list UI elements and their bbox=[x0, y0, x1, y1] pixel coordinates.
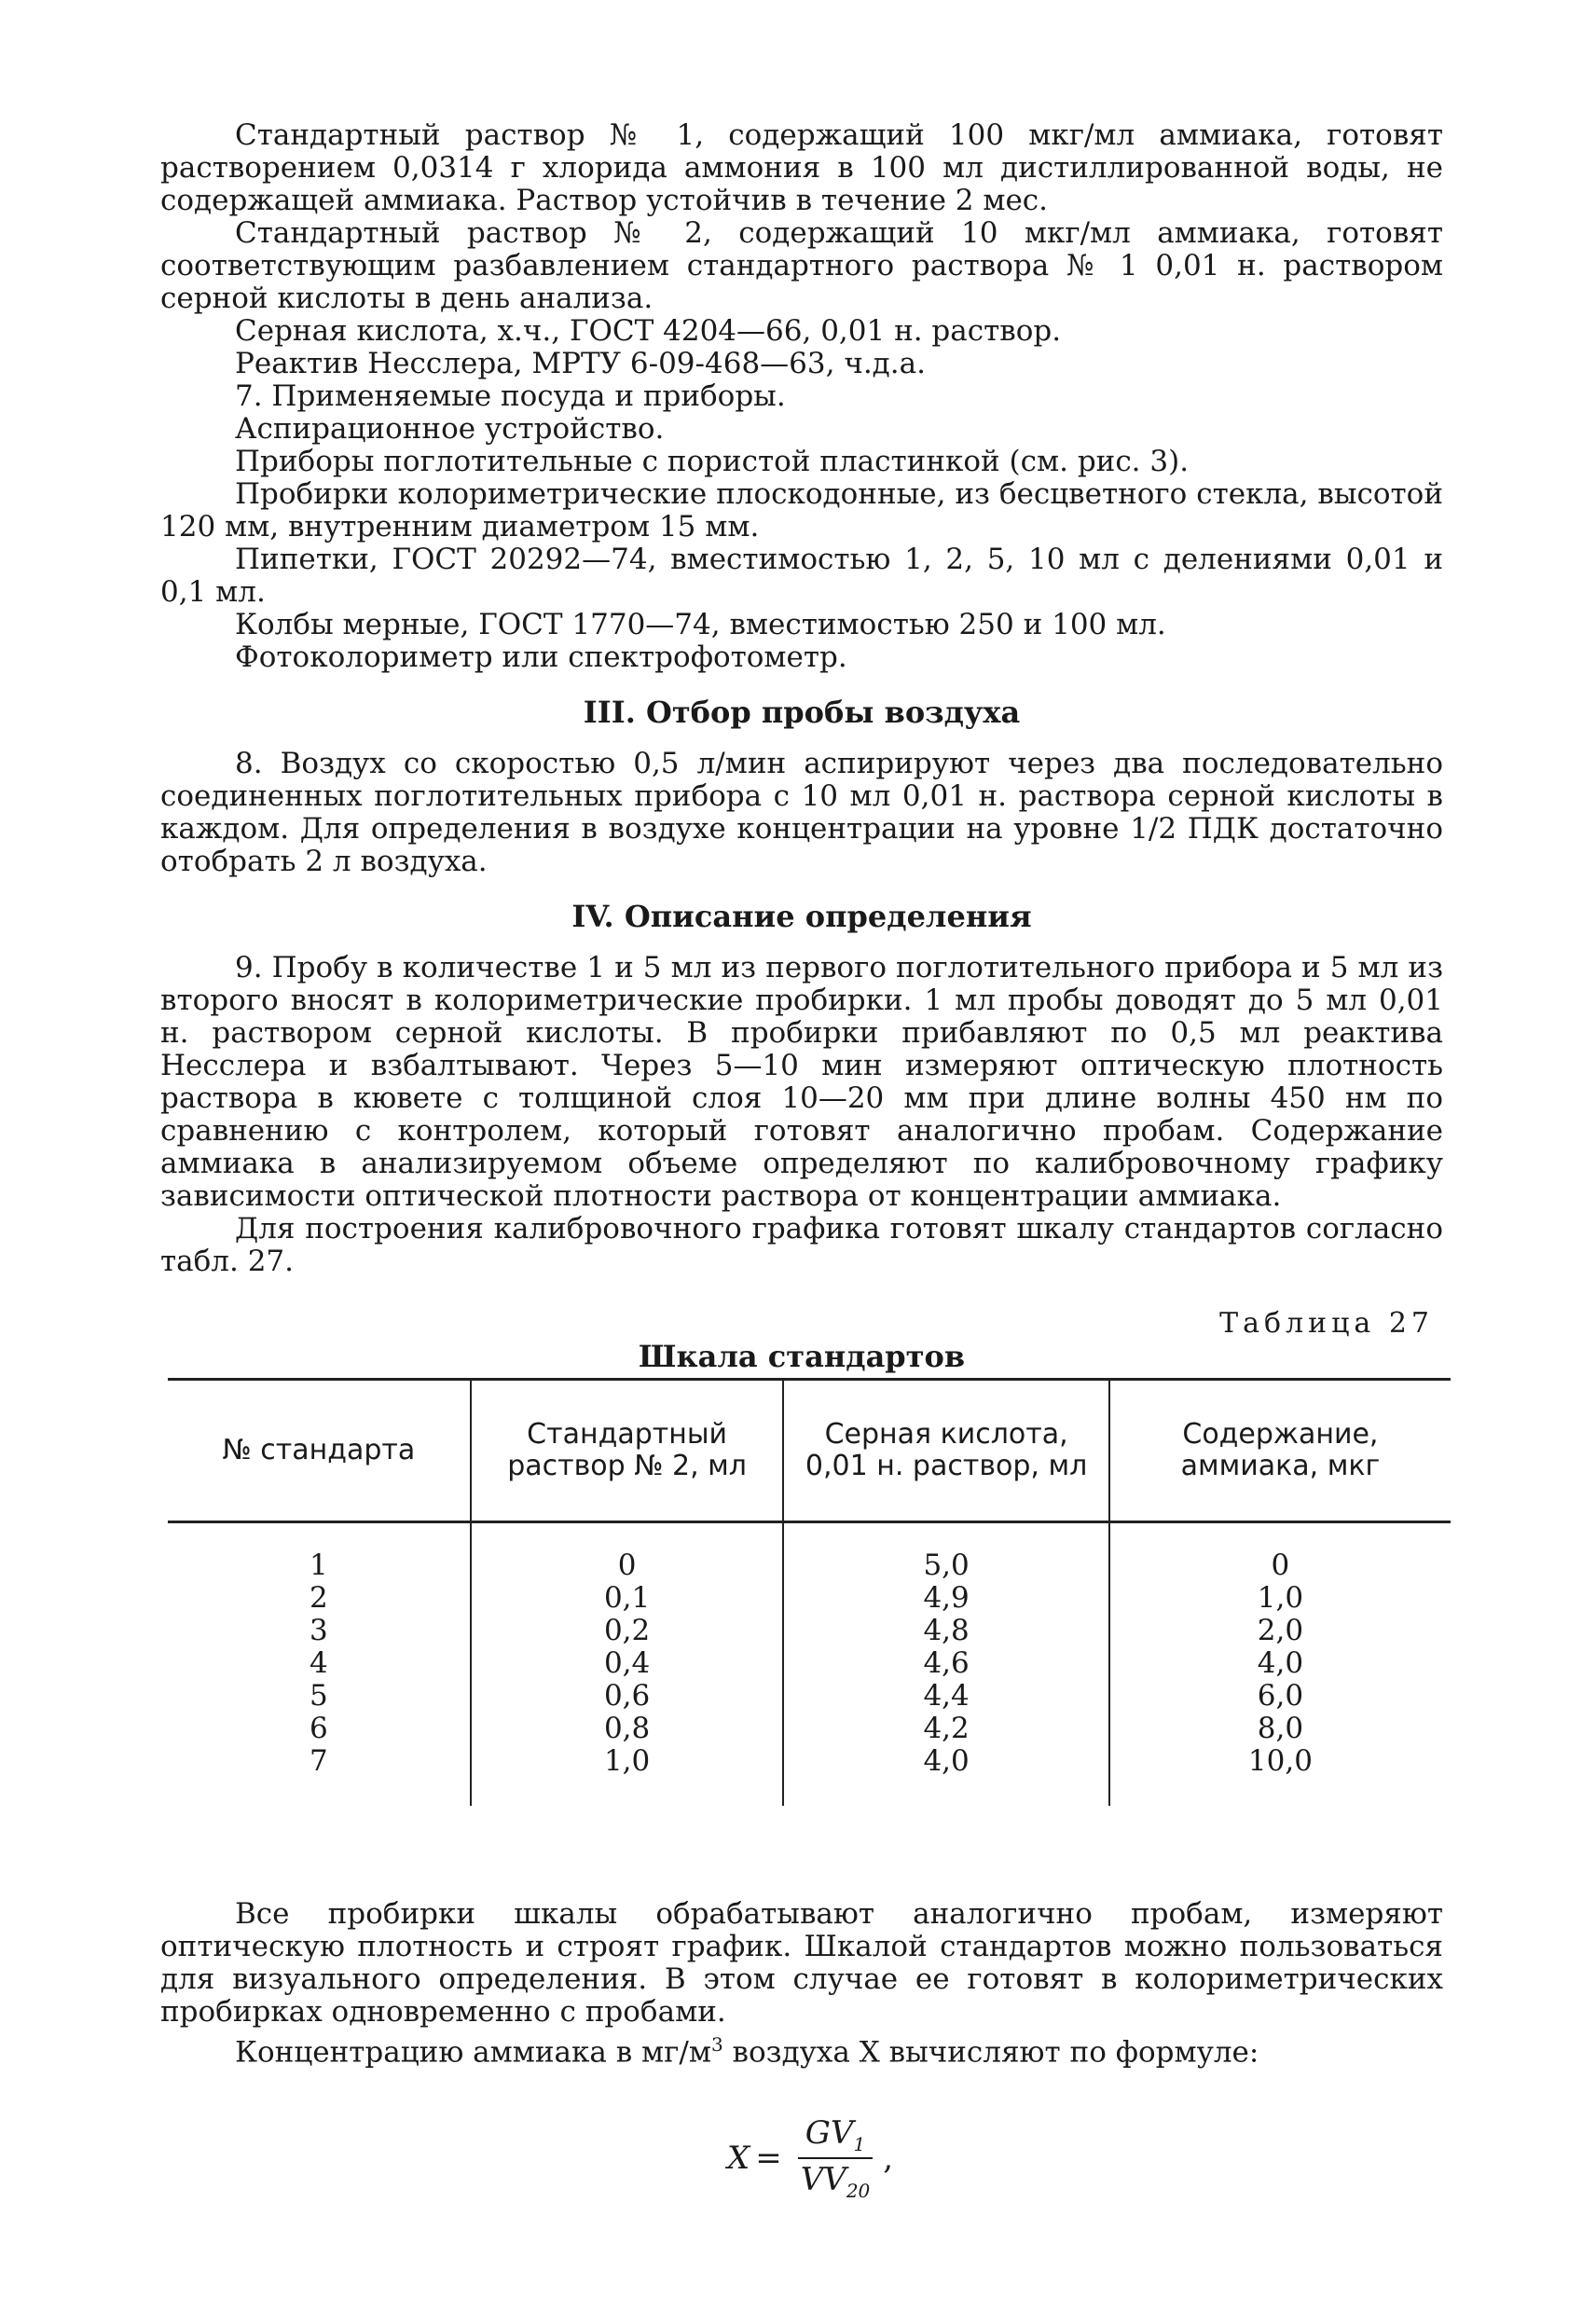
formula-numerator-main: GV bbox=[805, 2114, 854, 2152]
equipment-pipettes: Пипетки, ГОСТ 20292—74, вместимостью 1, 2, 5, 10 мл с делениями 0,01 и 0,1 мл. bbox=[160, 543, 1443, 609]
cell: 4,9 bbox=[923, 1581, 970, 1615]
cell: 0,2 bbox=[603, 1614, 651, 1647]
cell: 4,6 bbox=[923, 1646, 970, 1680]
cell: 2 bbox=[310, 1581, 328, 1615]
formula-intro-before: Концентрацию аммиака в мг/м bbox=[235, 2035, 711, 2070]
cell: 3 bbox=[310, 1614, 328, 1647]
section-3-title: III. Отбор пробы воздуха bbox=[583, 695, 1021, 730]
table-header-row bbox=[168, 1380, 1451, 1522]
formula-intro-sup: 3 bbox=[710, 2033, 723, 2056]
paragraph-standard-solution-1: Стандартный раствор № 1, содержащий 100 мкг/мл аммиака, готовят растворением 0,0314 г хлорида аммония в 100 мл дистиллированной воды, не содержащей аммиака. Раствор устойчив в течение 2 мес. bbox=[160, 118, 1443, 217]
cell: 0,1 bbox=[603, 1581, 651, 1615]
cell: 5,0 bbox=[923, 1548, 970, 1582]
formula-denominator-sub: 20 bbox=[846, 2179, 871, 2202]
formula-numerator bbox=[798, 2114, 873, 2159]
header-sulfuric-acid: Серная кислота, 0,01 н. раствор, мл bbox=[783, 1380, 1108, 1522]
cell: 4,0 bbox=[923, 1744, 970, 1778]
equipment-aspirator: Аспирационное устройство. bbox=[235, 412, 665, 446]
cell: 4,8 bbox=[923, 1614, 970, 1647]
cell: 0 bbox=[1271, 1548, 1290, 1582]
section-7-title: 7. Применяемые посуда и приборы. bbox=[235, 379, 786, 413]
cell: 5 bbox=[310, 1679, 328, 1713]
cell: 0 bbox=[617, 1548, 637, 1582]
table-body-row bbox=[168, 1522, 1451, 1807]
formula-lhs: X bbox=[727, 2139, 750, 2177]
formula-denominator-main: VV bbox=[800, 2160, 846, 2198]
paragraph-standard-solution-2: Стандартный раствор № 2, содержащий 10 мкг/мл аммиака, готовят соответствующим разбавлением стандартного раствора № 1 0,01 н. раствором серной кислоты в день анализа. bbox=[160, 216, 1443, 315]
cell: 4,2 bbox=[923, 1712, 970, 1745]
paragraph-after-table: Все пробирки шкалы обрабатывают аналогично пробам, измеряют оптическую плотность и строят график. Шкалой стандартов можно пользоваться для визуального определения. В этом случае ее готовят в колориметрических пробирках одновременно с пробами. bbox=[160, 1897, 1443, 2029]
section-4-title: IV. Описание определения bbox=[571, 899, 1032, 934]
equipment-photocolorimeter: Фотоколориметр или спектрофотометр. bbox=[235, 640, 847, 674]
formula-numerator-sub: 1 bbox=[853, 2132, 866, 2155]
equipment-flasks: Колбы мерные, ГОСТ 1770—74, вместимостью 250 и 100 мл. bbox=[235, 608, 1166, 641]
table-title: Шкала стандартов bbox=[638, 1339, 966, 1374]
formula-denominator bbox=[793, 2159, 878, 2202]
cell: 0,4 bbox=[603, 1646, 651, 1680]
cell: 4,0 bbox=[1257, 1646, 1304, 1680]
cell: 4 bbox=[310, 1646, 328, 1680]
formula-equals: = bbox=[755, 2139, 782, 2177]
section-4-paragraph-2: Для построения калибровочного графика готовят шкалу стандартов согласно табл. 27. bbox=[160, 1212, 1443, 1278]
column-standard-number bbox=[168, 1522, 471, 1807]
body-text-bottom bbox=[160, 1898, 1443, 2069]
cell: 10,0 bbox=[1247, 1744, 1313, 1778]
equipment-absorbers: Приборы поглотительные с пористой пластинкой (см. рис. 3). bbox=[235, 445, 1190, 478]
cell: 4,4 bbox=[923, 1679, 970, 1713]
cell: 1,0 bbox=[603, 1744, 651, 1778]
concentration-formula bbox=[727, 2114, 893, 2202]
cell: 1 bbox=[310, 1548, 328, 1582]
table-caption bbox=[160, 1307, 1443, 1372]
header-standard-number: № стандарта bbox=[168, 1380, 471, 1522]
header-standard-solution: Стандартный раствор № 2, мл bbox=[471, 1380, 784, 1522]
cell: 0,6 bbox=[603, 1679, 651, 1713]
section-3-text-after: ПДК достаточно отобрать 2 л воздуха. bbox=[160, 812, 1443, 878]
cell: 0,8 bbox=[603, 1712, 651, 1745]
column-standard-solution bbox=[471, 1522, 784, 1807]
section-4-paragraph-1: 9. Пробу в количестве 1 и 5 мл из первого поглотительного прибора и 5 мл из второго вносят в колориметрические пробирки. 1 мл пробы доводят до 5 мл 0,01 н. раствором серной кислоты. В пробирки прибавляют по 0,5 мл реактива Несслера и взбалтывают. Через 5—10 мин измеряют оптическую плотность раствора в кювете с толщиной слоя 10—20 мм при длине волны 450 нм по сравнению с контролем, который готовят аналогично пробам. Содержание аммиака в анализируемом объеме определяют по калибровочному графику зависимости оптической плотности раствора от концентрации аммиака. bbox=[160, 951, 1443, 1213]
cell: 6 bbox=[310, 1712, 328, 1745]
cell: 1,0 bbox=[1257, 1581, 1304, 1615]
formula-fraction bbox=[793, 2114, 878, 2202]
cell: 8,0 bbox=[1257, 1712, 1304, 1745]
formula-intro-after: воздуха X вычисляют по формуле: bbox=[722, 2035, 1259, 2070]
cell: 6,0 bbox=[1257, 1679, 1304, 1713]
column-ammonia-content bbox=[1109, 1522, 1451, 1807]
standards-table bbox=[168, 1378, 1451, 1806]
cell: 2,0 bbox=[1257, 1614, 1304, 1647]
formula-comma: , bbox=[883, 2139, 894, 2177]
table-number: Таблица 27 bbox=[1219, 1307, 1434, 1340]
section-3-fraction: 1/2 bbox=[1130, 812, 1177, 846]
reagent-sulfuric-acid: Серная кислота, х.ч., ГОСТ 4204—66, 0,01 н. раствор. bbox=[235, 314, 1062, 348]
section-3-text-before: 8. Воздух со скоростью 0,5 л/мин аспирируют через два последовательно соединенных поглотительных прибора с 10 мл 0,01 н. раствора серной кислоты в каждом. Для определения в воздухе концентрации на уровне bbox=[160, 747, 1443, 846]
column-sulfuric-acid bbox=[783, 1522, 1108, 1807]
cell: 7 bbox=[310, 1744, 328, 1778]
section-3-paragraph bbox=[160, 748, 1443, 878]
header-ammonia-content: Содержание, аммиака, мкг bbox=[1109, 1380, 1451, 1522]
reagent-nessler: Реактив Несслера, МРТУ 6-09-468—63, ч.д.а. bbox=[235, 347, 926, 380]
paragraph-formula-intro bbox=[160, 2029, 1443, 2069]
equipment-test-tubes: Пробирки колориметрические плоскодонные, из бесцветного стекла, высотой 120 мм, внутренним диаметром 15 мм. bbox=[160, 477, 1443, 544]
body-text-top bbox=[160, 119, 1443, 1278]
